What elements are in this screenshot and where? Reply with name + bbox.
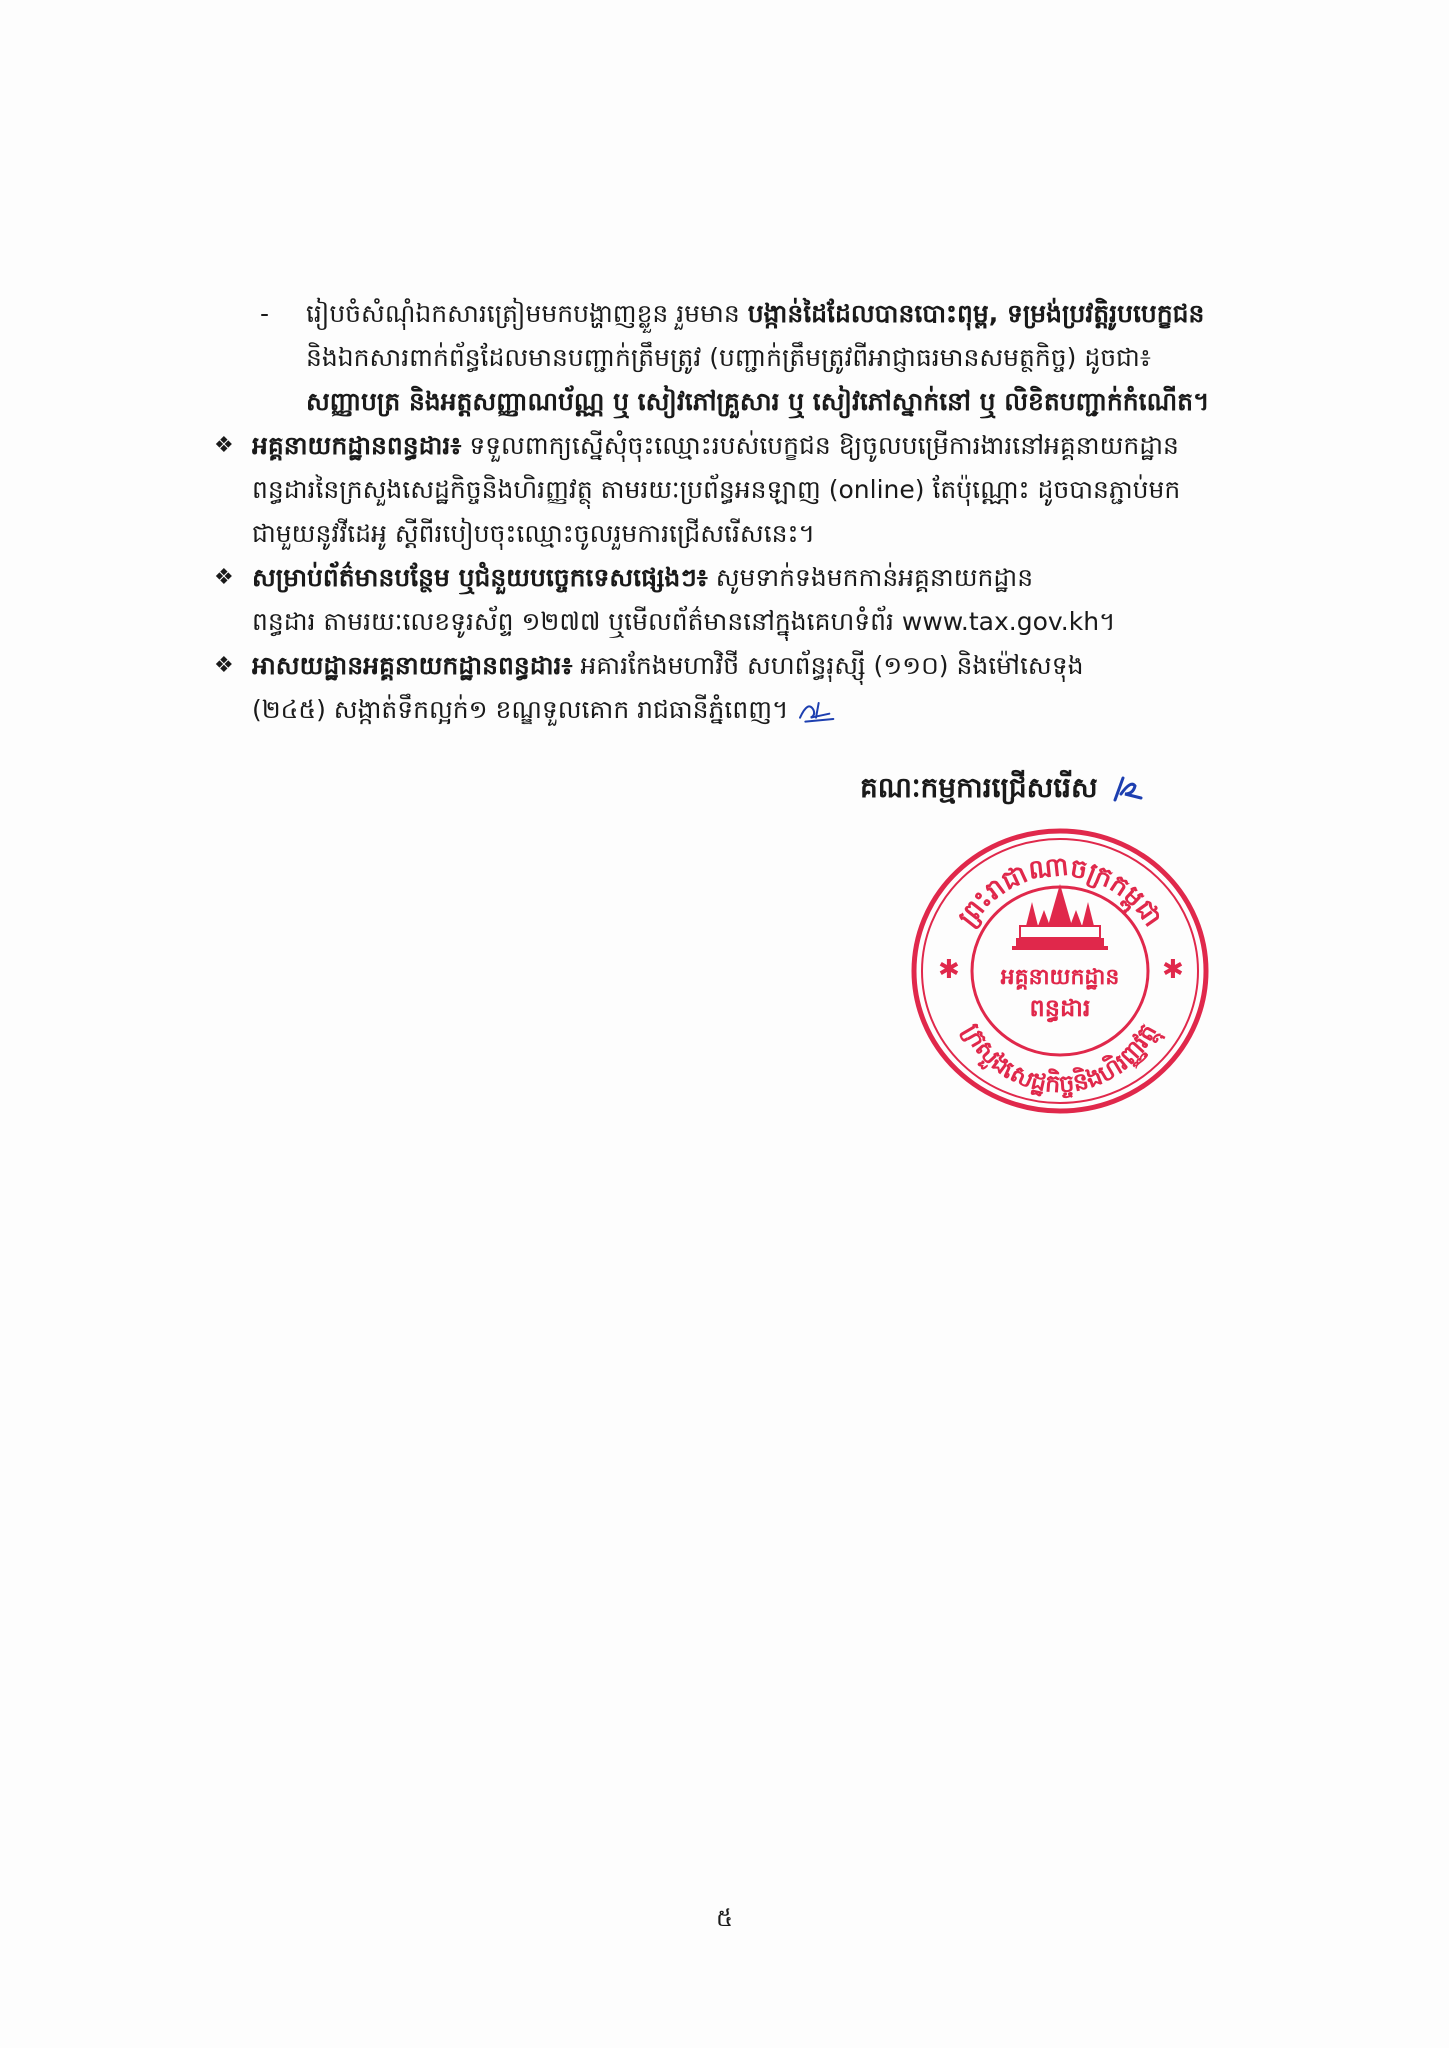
diamond-bullet-icon: ❖ (214, 653, 234, 678)
committee-title: គណៈកម្មការជ្រើសរើស (860, 771, 1098, 804)
seal-top-text: ព្រះរាជាណាចក្រកម្ពុជា (952, 851, 1168, 933)
initials-signature-icon (796, 696, 836, 726)
bullet-gdt (210, 424, 1290, 556)
seal-star-left: ✱ (938, 955, 960, 985)
paragraph-line: ពន្ធដារ តាមរយៈលេខទូរស័ព្ទ ១២៧៧ ឬមើលព័ត៌មាននៅក្នុងគេហទំព័រ www.tax.gov.kh។ (252, 607, 1116, 636)
page-number: ៥ (716, 1904, 733, 1932)
bullet-heading: អាសយដ្ឋានអគ្គនាយកដ្ឋានពន្ធដារ៖ (252, 651, 573, 680)
diamond-bullet-icon: ❖ (214, 565, 234, 590)
paragraph-line: (២៤៥) សង្កាត់ទឹកល្អក់១ ខណ្ឌទួលគោក រាជធានីភ្នំពេញ។ (252, 688, 1290, 732)
seal-center-line2: ពន្ធដារ (1029, 994, 1091, 1022)
paragraph-line: និងឯកសារពាក់ព័ន្ធដែលមានបញ្ជាក់ត្រឹមត្រូវ (បញ្ជាក់ត្រឹមត្រូវពីអាជ្ញាធរមានសមត្ថកិច្ច) ដូចជា៖ (306, 343, 1151, 372)
paragraph-line: សម្រាប់ព័ត៌មានបន្ថែម ឬជំនួយបច្ចេកទេសផ្សេងៗ៖ សូមទាក់ទងមកកាន់អគ្គនាយកដ្ឋាន (252, 563, 1034, 592)
bullet-heading: អគ្គនាយកដ្ឋានពន្ធដារ៖ (252, 431, 462, 460)
paragraph-line: ពន្ធដារនៃក្រសួងសេដ្ឋកិច្ចនិងហិរញ្ញវត្ថុ តាមរយៈប្រព័ន្ធអនឡាញ (online) តែប៉ុណ្ណោះ ដូចបានភ្ជាប់មក (252, 475, 1181, 504)
bullet-address (210, 644, 1290, 732)
seal-star-right: ✱ (1162, 955, 1184, 985)
seal-bottom-text: ក្រសួងសេដ្ឋកិច្ចនិងហិរញ្ញវត្ថុ (957, 1018, 1163, 1099)
diamond-bullet-icon: ❖ (214, 433, 234, 458)
paragraph-line: សញ្ញាបត្រ និងអត្តសញ្ញាណប័ណ្ណ ឬ សៀវភៅគ្រួសារ ឬ សៀវភៅស្នាក់នៅ ឬ លិខិតបញ្ជាក់កំណើត។ (306, 387, 1210, 416)
signature-block (860, 770, 1260, 811)
dash-marker: - (260, 299, 270, 328)
paragraph-line: អគ្គនាយកដ្ឋានពន្ធដារ៖ ទទួលពាក្យស្នើសុំចុះឈ្មោះរបស់បេក្ខជន ឱ្យចូលបម្រើការងារនៅអគ្គនាយកដ្ឋាន (252, 431, 1179, 460)
paragraph-line: រៀបចំសំណុំឯកសារត្រៀមមកបង្ហាញខ្លួន រួមមាន បង្កាន់ដៃដែលបានបោះពុម្ព, ទម្រង់ប្រវត្តិរូបបេក្ខជន (306, 299, 1205, 328)
bullet-heading: សម្រាប់ព័ត៌មានបន្ថែម ឬជំនួយបច្ចេកទេសផ្សេងៗ៖ (252, 563, 708, 592)
document-body (210, 292, 1290, 732)
initials-signature-icon (1107, 774, 1147, 804)
official-seal-icon (908, 826, 1212, 1116)
paragraph-line: អាសយដ្ឋានអគ្គនាយកដ្ឋានពន្ធដារ៖ អគារកែងមហាវិថី សហព័ន្ធរុស្ស៊ី (១១០) និងម៉ៅសេទុង (252, 651, 1084, 680)
list-item-documents (210, 292, 1290, 424)
seal-center-line1: អគ្គនាយកដ្ឋាន (1000, 965, 1120, 990)
bullet-contact (210, 556, 1290, 644)
paragraph-line: ជាមួយនូវវីដេអូ ស្តីពីរបៀបចុះឈ្មោះចូលរួមការជ្រើសរើសនេះ។ (252, 519, 816, 548)
